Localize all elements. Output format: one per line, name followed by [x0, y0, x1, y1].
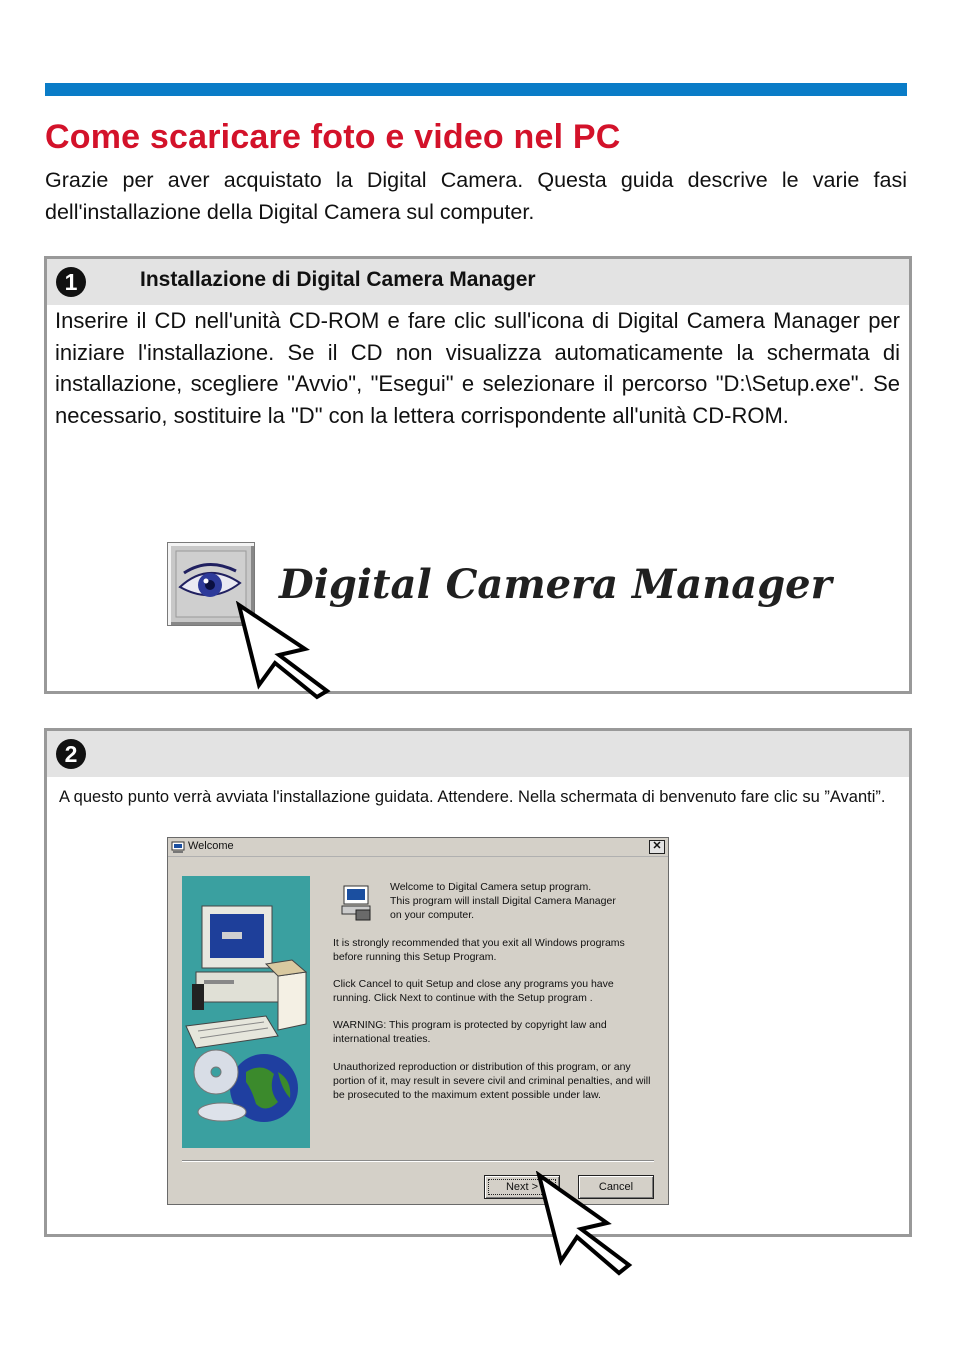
step2-header — [47, 731, 909, 777]
step1-header — [47, 259, 909, 305]
welcome-line: Welcome to Digital Camera setup program. — [390, 881, 592, 893]
welcome-line: This program will install Digital Camera Manager — [390, 895, 616, 907]
dcm-app-label: Digital Camera Manager — [279, 561, 832, 608]
welcome-line: on your computer. — [390, 909, 475, 921]
step2-panel — [44, 728, 912, 1237]
step1-panel — [44, 256, 912, 694]
mouse-pointer-icon — [535, 1171, 635, 1279]
wizard-paragraph: WARNING: This program is protected by copyright law and international treaties. — [333, 1019, 607, 1045]
wizard-separator — [182, 1160, 654, 1162]
computer-globe-illustration — [182, 876, 310, 1148]
setup-illustration — [182, 876, 310, 1148]
wizard-title: Welcome — [188, 840, 234, 852]
next-button-label: Next > — [505, 1181, 539, 1193]
intro-paragraph: Grazie per aver acquistato la Digital Camera. Questa guida descrive le varie fasi dell'installazione della Digital Camera sul computer. — [45, 168, 907, 224]
welcome-wizard-window — [167, 837, 669, 1205]
header-accent-bar — [45, 83, 907, 96]
step1-instructions: Inserire il CD nell'unità CD-ROM e fare clic sull'icona di Digital Camera Manager per iniziare l'installazione. Se il CD non visualizza automaticamente la schermata di installazione, scegliere "Avvio", "Esegui" e selezionare il percorso "D:\Setup.exe". Se necessario, sostituire la "D" con la lettera corrispondente all'unità CD-ROM. — [55, 308, 900, 428]
wizard-paragraph: Click Cancel to quit Setup and close any programs you have running. Click Next to continue with the Setup program . — [333, 978, 614, 1004]
step1-title: Installazione di Digital Camera Manager — [140, 268, 536, 291]
cancel-button[interactable]: Cancel — [578, 1175, 654, 1199]
step2-number-badge: 2 — [56, 739, 86, 769]
wizard-paragraph: Unauthorized reproduction or distribution of this program, or any portion of it, may result in severe civil and criminal penalties, and will be prosecuted to the maximum extent possible under law. — [333, 1061, 651, 1101]
close-button[interactable]: ✕ — [649, 840, 665, 854]
setup-program-icon — [338, 882, 378, 922]
page-title: Come scaricare foto e video nel PC — [45, 118, 621, 156]
wizard-paragraph: It is strongly recommended that you exit all Windows programs before running this Setup Program. — [333, 937, 625, 963]
setup-window-icon — [171, 840, 185, 854]
wizard-titlebar — [168, 838, 668, 857]
step1-number-badge: 1 — [56, 267, 86, 297]
step2-instructions: A questo punto verrà avviata l'installazione guidata. Attendere. Nella schermata di benvenuto fare clic su ”Avanti”. — [59, 788, 886, 806]
mouse-pointer-icon — [235, 601, 335, 701]
wizard-welcome-text — [390, 880, 650, 922]
